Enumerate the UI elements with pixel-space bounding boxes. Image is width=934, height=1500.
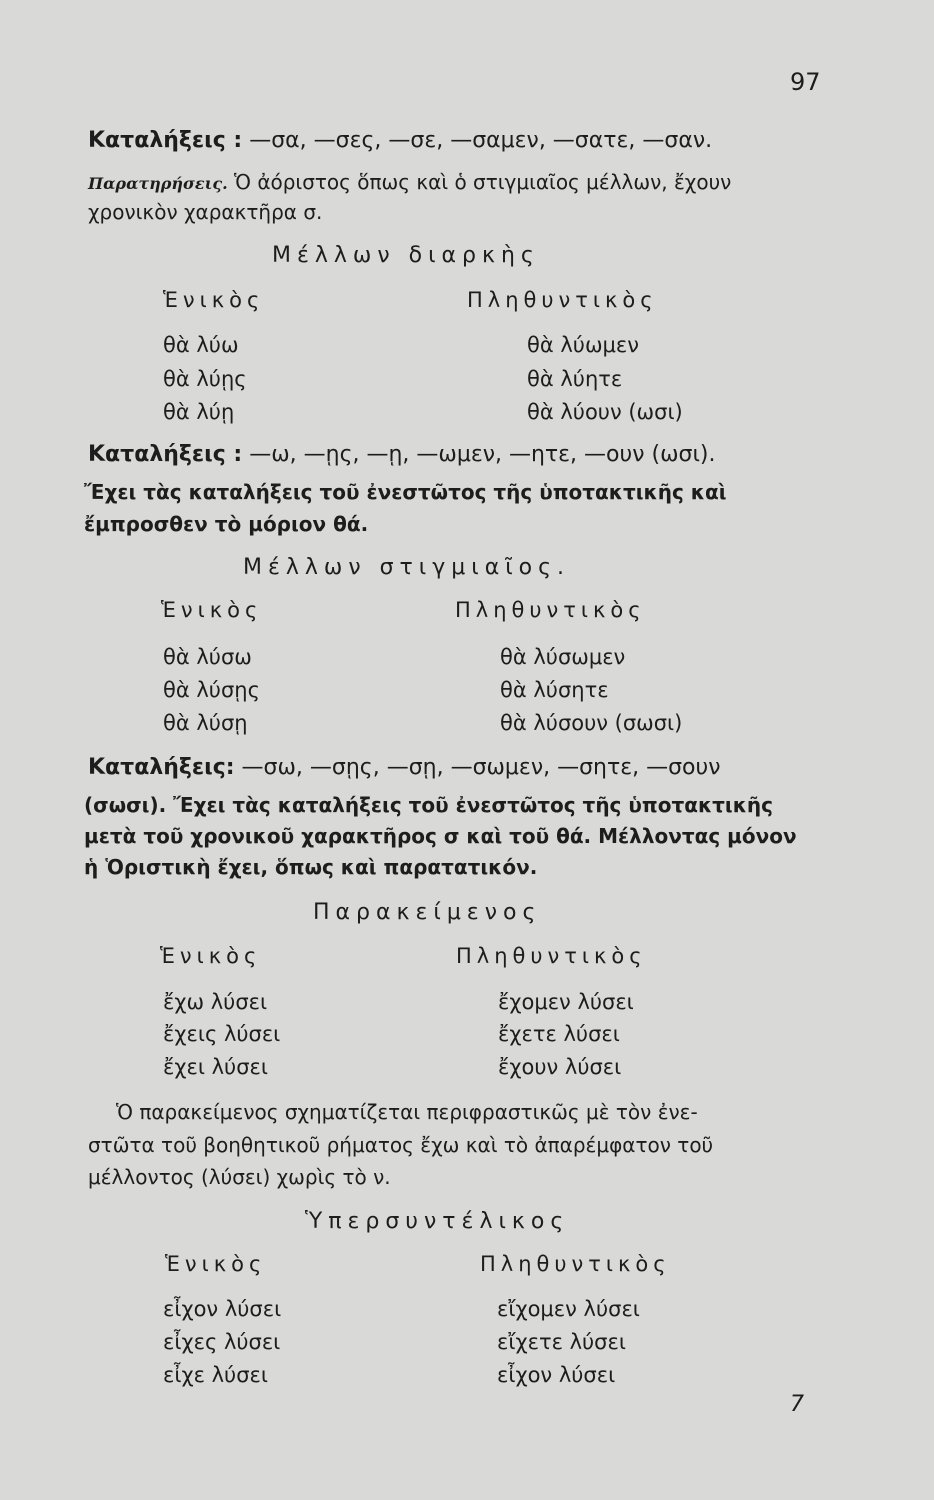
perfect-note-line-1: Ὁ παρακείμενος σχηματίζεται περιφραστικῶς μὲ τὸν ἐνε- <box>116 1100 698 1124</box>
future-simple-note-line-2: μετὰ τοῦ χρονικοῦ χαρακτῆρος σ καὶ τοῦ θά. Μέλλοντας μόνον <box>84 824 797 848</box>
plural-form: θὰ λύσουν (σωσι) <box>500 711 683 735</box>
singular-form: θὰ λύῃ <box>163 400 235 424</box>
plural-form: ἔχουν λύσει <box>498 1055 622 1079</box>
singular-form: θὰ λύῃς <box>163 367 247 391</box>
plural-form: ἔχομεν λύσει <box>498 990 634 1014</box>
future-simple-endings <box>88 755 721 780</box>
page-number: 97 <box>790 68 821 96</box>
perfect-note-line-3: μέλλοντος (λύσει) χωρὶς τὸ ν. <box>88 1165 391 1189</box>
plural-header: Πληθυντικὸς <box>456 944 647 968</box>
section-title-perfect: Παρακείμενος <box>313 900 542 925</box>
plural-form: εἴχομεν λύσει <box>497 1297 640 1321</box>
singular-form: θὰ λύσῃς <box>163 678 260 702</box>
singular-form: εἶχες λύσει <box>163 1330 281 1354</box>
plural-form: θὰ λύσητε <box>500 678 609 702</box>
plural-form: εἴχετε λύσει <box>497 1330 626 1354</box>
endings-label: Καταλήξεις : <box>88 442 243 467</box>
future-simple-note-line-1: (σωσι). Ἔχει τὰς καταλήξεις τοῦ ἐνεστῶτος τῆς ὑποτακτικῆς <box>84 793 774 817</box>
singular-form: θὰ λύσῃ <box>163 711 248 735</box>
future-continuous-note-line-1: Ἔχει τὰς καταλήξεις τοῦ ἐνεστῶτος τῆς ὑποτακτικῆς καὶ <box>84 480 727 504</box>
note-label: Παρατηρήσεις. <box>88 174 228 193</box>
endings-label: Καταλήξεις : <box>88 128 243 153</box>
singular-form: ἔχω λύσει <box>163 990 268 1014</box>
future-continuous-note-line-2: ἔμπροσθεν τὸ μόριον θά. <box>84 512 369 536</box>
endings-values: —σω, —σῃς, —σῃ, —σωμεν, —σητε, —σουν <box>234 755 721 780</box>
plural-header: Πληθυντικὸς <box>480 1252 671 1276</box>
endings-values: —ω, —ῃς, —ῃ, —ωμεν, —ητε, —ουν (ωσι). <box>242 442 716 467</box>
plural-form: εἶχον λύσει <box>497 1363 616 1387</box>
signature-mark: 7 <box>790 1392 804 1417</box>
future-simple-note-line-3: ἡ Ὁριστικὴ ἔχει, ὅπως καὶ παρατατικόν. <box>84 855 538 879</box>
plural-header: Πληθυντικὸς <box>455 598 646 622</box>
plural-form: θὰ λύσωμεν <box>500 645 626 669</box>
singular-form: ἔχεις λύσει <box>163 1022 281 1046</box>
future-continuous-endings <box>88 442 716 467</box>
section-title-future-simple: Μέλλων στιγμιαῖος. <box>243 555 571 580</box>
singular-form: εἶχε λύσει <box>163 1363 268 1387</box>
plural-form: θὰ λύωμεν <box>527 333 639 357</box>
aorist-note-line-2: χρονικὸν χαρακτῆρα σ. <box>88 200 323 224</box>
singular-header: Ἑνικὸς <box>160 944 262 968</box>
plural-form: ἔχετε λύσει <box>498 1022 620 1046</box>
aorist-endings <box>88 128 712 153</box>
section-title-future-continuous: Μέλλων διαρκὴς <box>272 243 540 268</box>
singular-form: ἔχει λύσει <box>163 1055 268 1079</box>
plural-form: θὰ λύητε <box>527 367 623 391</box>
singular-form: θὰ λύω <box>163 333 239 357</box>
singular-header: Ἑνικὸς <box>165 1252 267 1276</box>
singular-header: Ἑνικὸς <box>163 288 265 312</box>
aorist-note-line-1 <box>88 170 731 194</box>
singular-form: θὰ λύσω <box>163 645 252 669</box>
perfect-note-line-2: στῶτα τοῦ βοηθητικοῦ ρήματος ἔχω καὶ τὸ ἀπαρέμφατον τοῦ <box>88 1133 714 1157</box>
note-text: Ὁ ἀόριστος ὅπως καὶ ὁ στιγμιαῖος μέλλων, ἔχουν <box>227 170 732 194</box>
plural-form: θὰ λύουν (ωσι) <box>527 400 683 424</box>
endings-values: —σα, —σες, —σε, —σαμεν, —σατε, —σαν. <box>242 128 713 153</box>
singular-header: Ἑνικὸς <box>161 598 263 622</box>
plural-header: Πληθυντικὸς <box>467 288 658 312</box>
singular-form: εἶχον λύσει <box>163 1297 282 1321</box>
section-title-pluperfect: Ὑπερσυντέλικος <box>305 1209 570 1234</box>
endings-label: Καταλήξεις: <box>88 755 235 780</box>
